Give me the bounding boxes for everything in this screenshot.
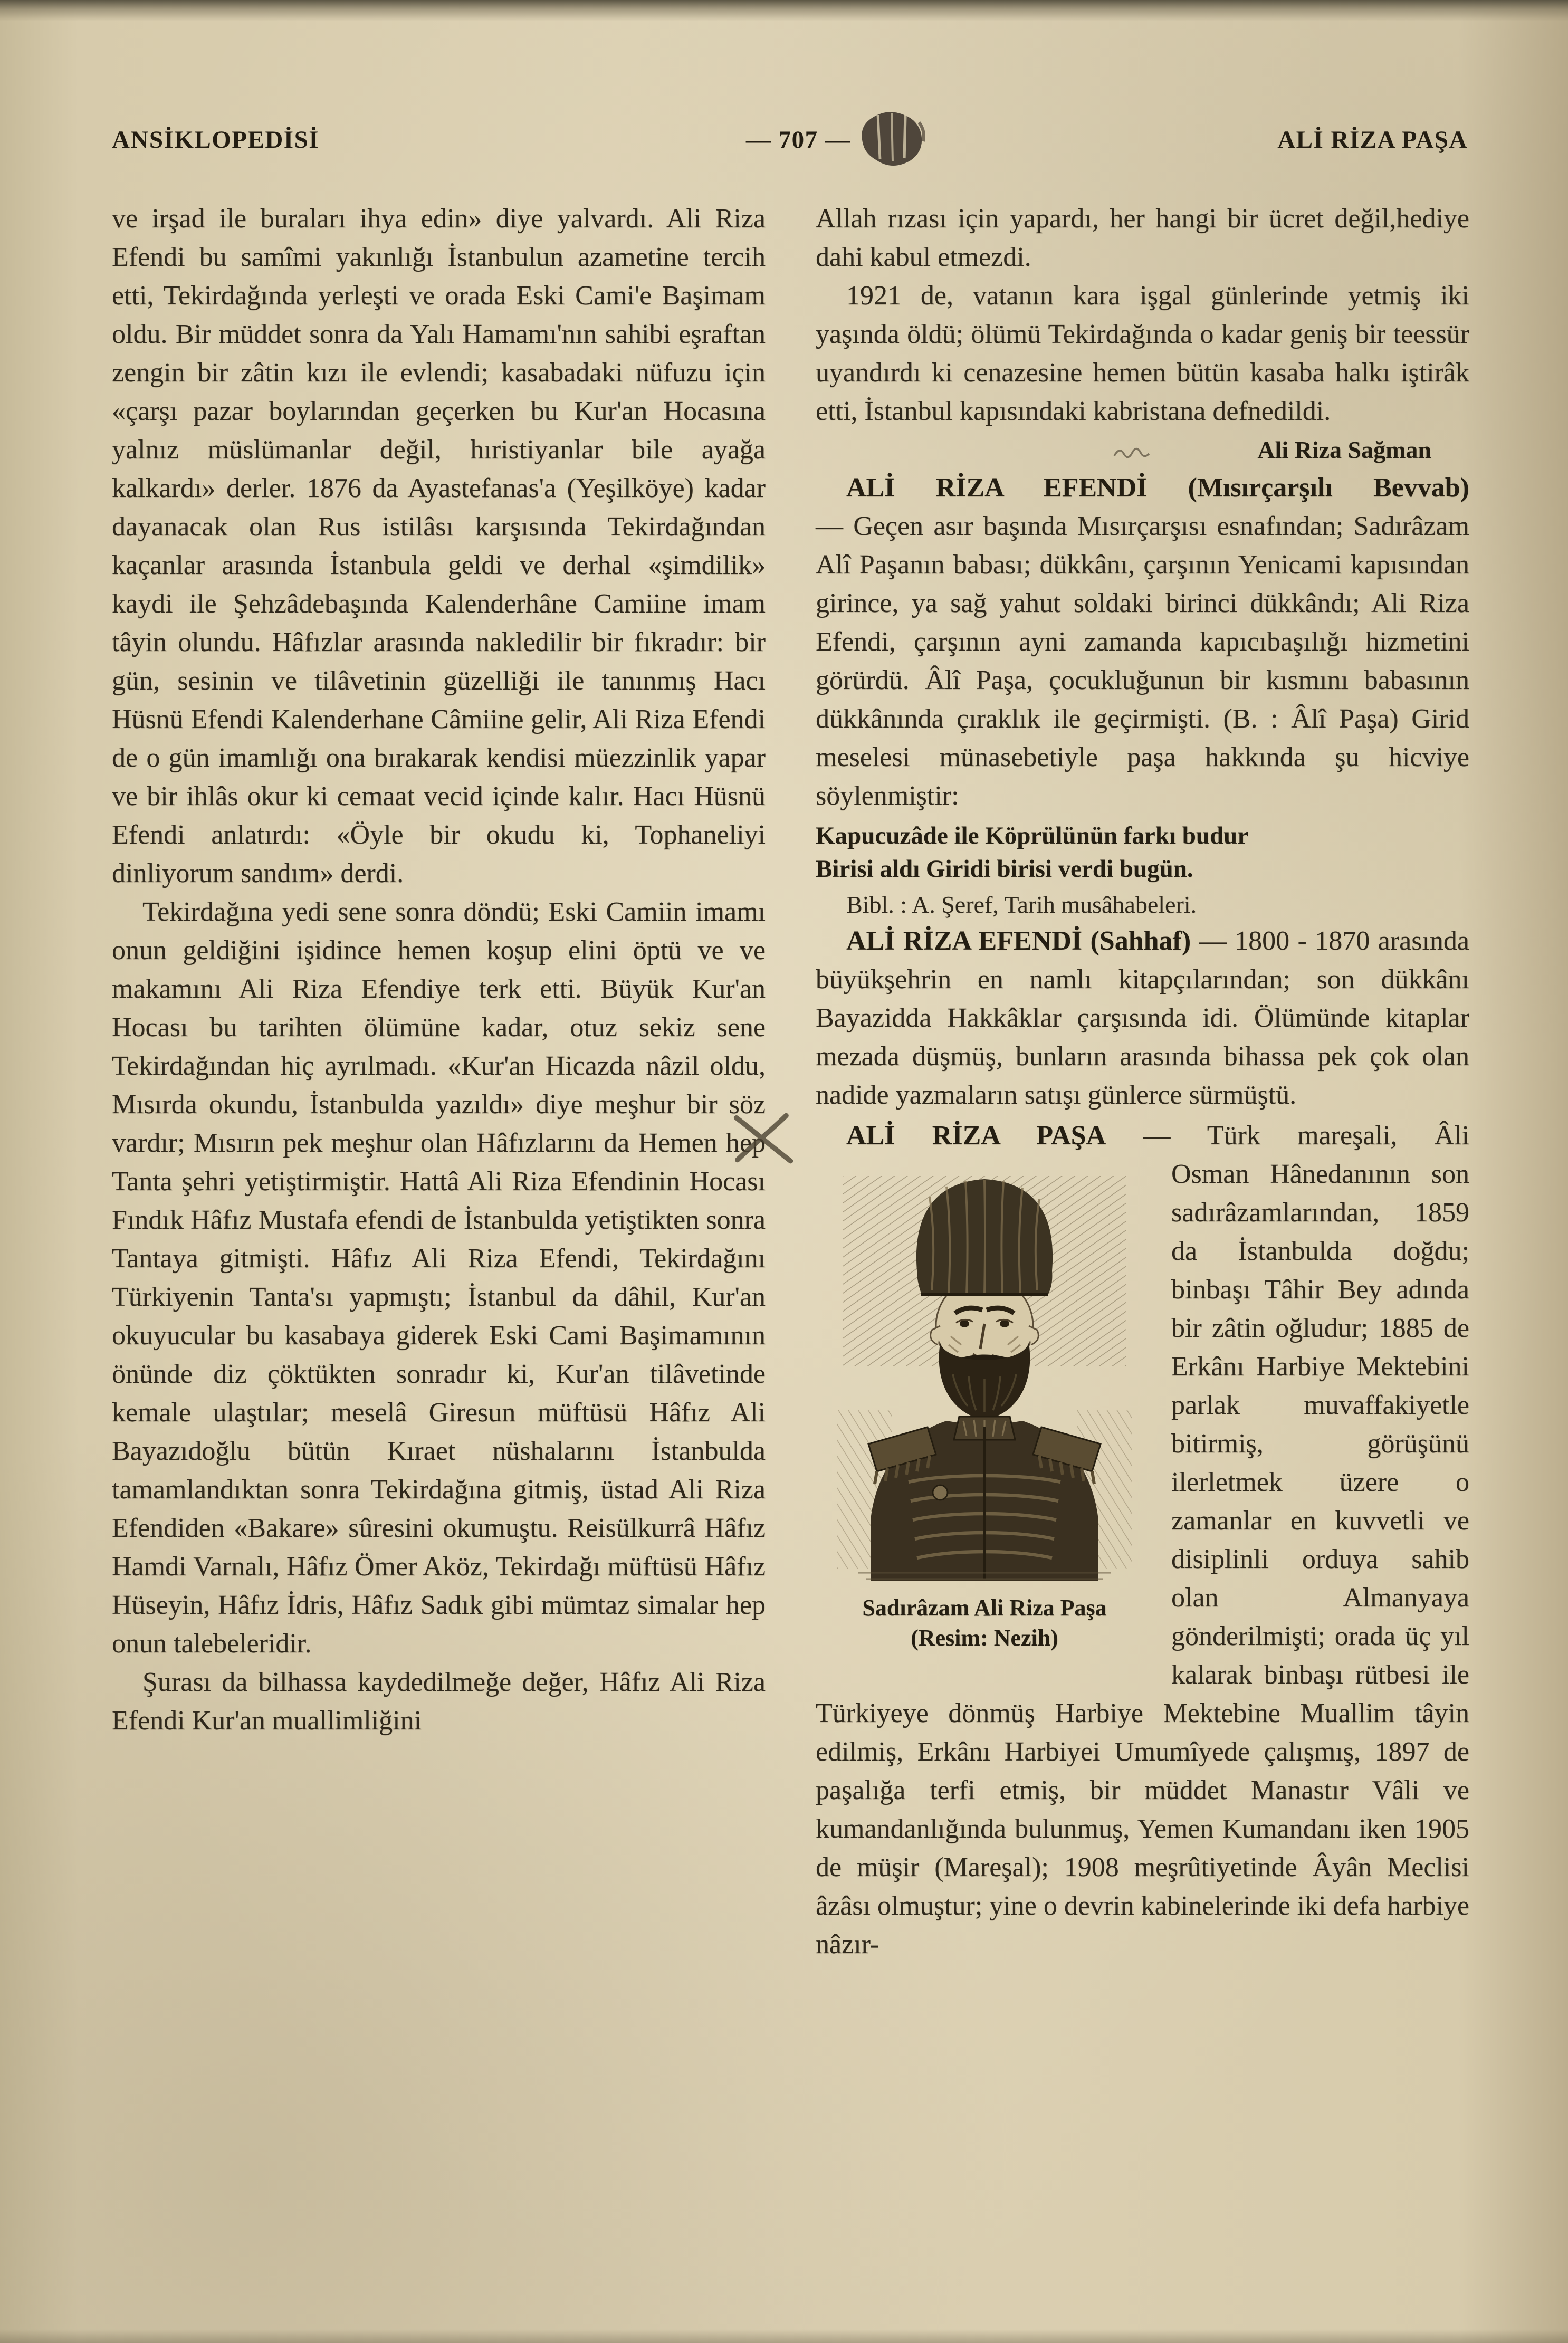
satirical-verse bbox=[816, 819, 1469, 886]
signature-text: Ali Riza Sağman bbox=[1257, 436, 1431, 463]
portrait-caption-line2: (Resim: Nezih) bbox=[911, 1625, 1058, 1651]
paragraph-continuation: Allah rızası için yapardı, her hangi bir ücret değil,hediye dahi kabul etmezdi. bbox=[816, 204, 1469, 272]
entry-pasa-body-flow bbox=[816, 1155, 1469, 1964]
entry-title-line-pasa bbox=[816, 1116, 1469, 1155]
verse-line: Birisi aldı Giridi birisi verdi bugün. bbox=[816, 855, 1193, 883]
portrait-engraving bbox=[816, 1168, 1153, 1584]
entry-body-bevvab: — Geçen asır başında Mısırçarşısı esnafından; Sadırâzam Alî Paşanın babası; dükkânı, çarşının Yenicami kapısından girince, ya sağ yahut soldaki birinci dükkândı; Ali Riza Efendi, çarşının ayni zamanda kapıcıbaşılığı hizmetini görürdü. Âlî Paşa, çocukluğunun bir kısmını babasının dükkânında çıraklık ile geçirmişti. (B. : Âlî Paşa) Girid meselesi münasebetiyle paşa hakkında şu hicviye söylenmiştir: bbox=[816, 511, 1469, 811]
entry-body-pasa: Osman Hânedanının son sadırâzamlarından, 1859 da İstanbulda doğdu; binbaşı Tâhir Bey adında bir zâtin oğludur; 1885 de Erkânı Harbiye Mektebini parlak muvaffakiyetle bitirmiş, görüşünü ilerletmek üzere o zamanlar en kuvvetli ve disiplinli orduya sahib olan Almanyaya gönderilmişti; orada üç yıl kalarak binbaşı rütbesi ile Türkiyeye dönmüş Harbiye Mektebine Muallim tâyin edilmiş, Erkânı Harbiyei Umumîyede çalışmış, 1897 de paşalığa terfi etmiş, bir müddet Manastır Vâli ve kumandanlığında bulunmuş, Yemen Kumandanı iken 1905 de müşir (Mareşal); 1908 meşrûtiyetinde Âyân Meclisi âzâsı olmuştur; yine o devrin kabinelerinde iki defa harbiye nâzır- bbox=[816, 1159, 1469, 1959]
entry-lead-pasa: — Türk mareşali, Âli bbox=[1143, 1121, 1470, 1151]
handwritten-x-mark bbox=[729, 1110, 797, 1165]
header-entry-title: ALİ RİZA PAŞA bbox=[1277, 126, 1468, 154]
author-signature bbox=[816, 432, 1469, 468]
left-column bbox=[112, 199, 766, 1964]
bibliography-line: Bibl. : A. Şeref, Tarih musâhabeleri. bbox=[846, 891, 1197, 918]
paragraph: Şurası da bilhassa kaydedilmeğe değer, Hâfız Ali Riza Efendi Kur'an muallimliğini bbox=[112, 1667, 766, 1736]
entry-pasa bbox=[816, 1116, 1469, 1964]
right-column bbox=[816, 199, 1469, 1964]
verse-line: Kapucuzâde ile Köprülünün farkı budur bbox=[816, 822, 1249, 849]
entry-title-pasa: ALİ RİZA PAŞA bbox=[846, 1121, 1106, 1151]
header-page-number: — 707 — bbox=[745, 126, 851, 154]
entry-sahhaf bbox=[816, 922, 1469, 1114]
entry-title-bevvab: ALİ RİZA EFENDİ (Mısırçarşılı Bevvab) bbox=[846, 473, 1469, 503]
entry-title-sahhaf: ALİ RİZA EFENDİ (Sahhaf) bbox=[846, 926, 1191, 956]
portrait-caption-line1: Sadırâzam Ali Riza Paşa bbox=[862, 1595, 1107, 1621]
paragraph-continuation: ve irşad ile buraları ihya edin» diye yalvardı. Ali Riza Efendi bu samîmi yakınlığı İstanbulun azametine tercih etti, Tekirdağında yerleşti ve orada Eski Cami'e Başimam oldu. Bir müddet sonra da Yalı Hamamı'nın sahibi eşraftan zengin bir zâtin kızı ile evlendi; kasabadaki nüfuzu için «çarşı pazar boylarından geçerken bu Kur'an Hocasına yalnız müslümanlar değil, hıristiyanlar bile ayağa kalkardı» derler. 1876 da Ayastefanas'a (Yeşilköye) kadar dayanacak olan Rus istilâsı karşısında Tekirdağından kaçanlar arasında İstanbula geldi ve derhal «şimdilik» kaydi ile Şehzâdebaşında Kalenderhâne Camiine imam tâyin olundu. Hâfızlar arasında nakledilir bir fıkradır: bir gün, sesinin ve tilâvetinin güzelliği ile tanınmış Hacı Hüsnü Efendi Kalenderhane Câmiine gelir, Ali Riza Efendi de o gün imamlığı ona bırakarak kendisi müezzinlik yapar ve bir ihlâs okur ki cemaat vecid içinde kalır. Hacı Hüsnü Efendi anlatırdı: «Öyle bir okudu ki, Tophaneliyi dinliyorum sandım» derdi. bbox=[112, 204, 766, 888]
page-header bbox=[0, 0, 1568, 154]
paragraph: Tekirdağına yedi sene sonra döndü; Eski Camiin imamı onun geldiğini işidince hemen koşup elini öptü ve ve makamını Ali Riza Efendiye terk etti. Büyük Kur'an Hocası bu tarihten ölümüne kadar, otuz sekiz sene Tekirdağından hiç ayrılmadı. «Kur'an Hicazda nâzil oldu, Mısırda okundu, İstanbulda yazıldı» diye meşhur bir söz vardır; Mısırın pek meşhur olan Hâfızlarını da Hemen hep Tanta şehri yetiştirmiştir. Hattâ Ali Riza Efendinin Hocası Fındık Hâfız Mustafa efendi de İstanbulda yetiştikten sonra Tantaya gitmişti. Hâfız Ali Riza Efendi, Tekirdağını Türkiyenin Tanta'sı yapmıştı; İstanbul da dâhil, Kur'an okuyucular bu kasabaya giderek Eski Cami Başimamının önünde diz çöktükten sonradır ki, Kur'an tilâvetinde kemale ulaştılar; meselâ Giresun müftüsü Hâfız Ali Bayazıdoğlu bütün Kıraet nüshalarını İstanbulda tamamlandıktan sonra Tekirdağına gitmiş, üstad Ali Riza Efendiden «Bakare» sûresini okumuştu. Reisülkurrâ Hâfız Hamdi Varnalı, Hâfız Ömer Aköz, Tekirdağı müftüsü Hâfız Hüseyin, Hâfız İdris, Hâfız Sadık gibi mümtaz simalar hep onun talebeleridir. bbox=[112, 897, 766, 1659]
paragraph: 1921 de, vatanın kara işgal günlerinde yetmiş iki yaşında öldü; ölümü Tekirdağında o kadar geniş bir teessür uyandırdı ki cenazesine hemen bütün kasaba halkı iştirâk etti, İstanbul kapısındaki kabristana defnedildi. bbox=[816, 281, 1469, 426]
entry-body-sahhaf: — 1800 - 1870 arasında büyükşehrin en namlı kitapçılarından; son dükkânı Bayazidda Hakkâklar çarşısında idi. Ölümünde kitaplar mezada düşmüş, bunların arasında bihassa pek çok olan nadide yazmaların satışı günlerce sürmüştü. bbox=[816, 926, 1469, 1110]
scan-bottom-edge bbox=[0, 2329, 1568, 2343]
two-column-text-body bbox=[0, 154, 1568, 1964]
portrait-caption bbox=[816, 1593, 1153, 1653]
ink-smudge-icon bbox=[849, 106, 939, 169]
header-publication-title: ANSİKLOPEDİSİ bbox=[112, 126, 319, 154]
pen-squiggle-icon bbox=[1111, 440, 1153, 463]
portrait-figure bbox=[816, 1168, 1153, 1653]
